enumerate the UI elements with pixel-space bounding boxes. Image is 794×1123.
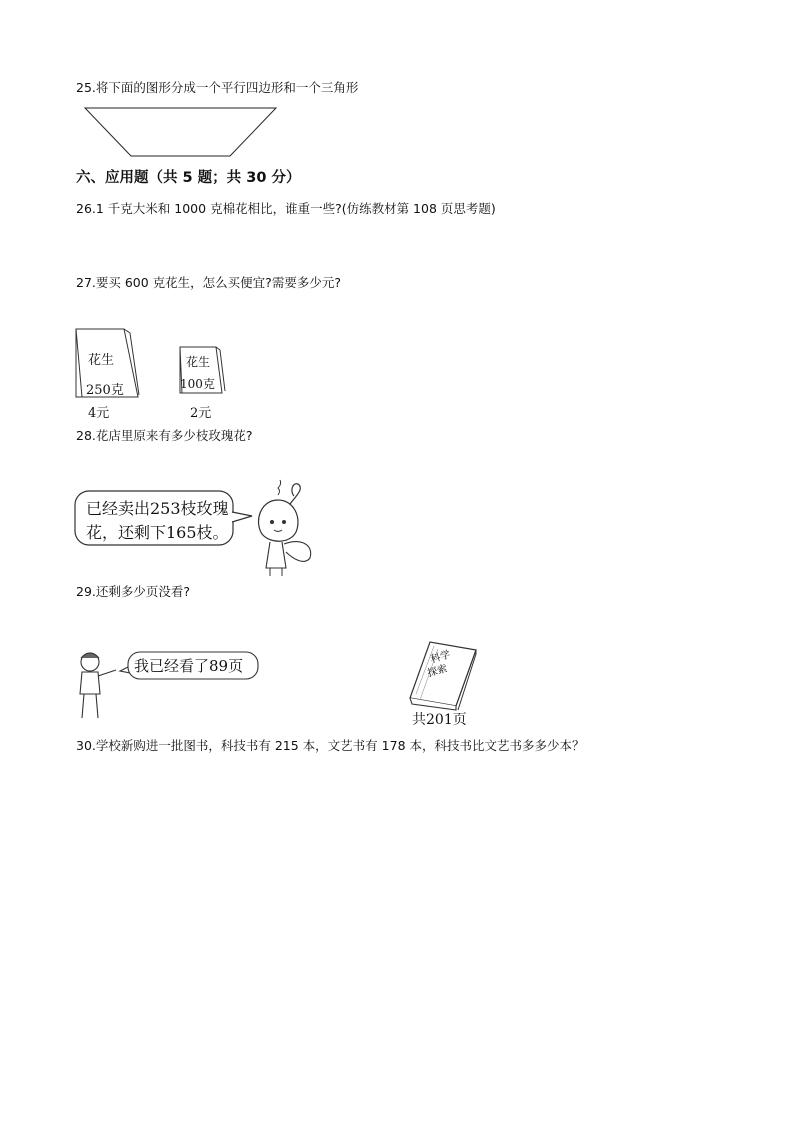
fairy-character-icon <box>240 478 320 578</box>
peanut-bag-large <box>74 327 140 399</box>
bubble-pages-read: 我已经看了89页 <box>134 657 244 675</box>
bag-large-name: 花生 <box>88 353 115 368</box>
bubble-line-2: 花，还剩下165枝。 <box>86 523 229 542</box>
question-25: 25.将下面的图形分成一个平行四边形和一个三角形 <box>76 80 359 95</box>
bubble-line-1: 已经卖出253枝玫瑰 <box>86 499 229 518</box>
question-29: 29.还剩多少页没看? <box>76 584 191 599</box>
book-caption: 共201页 <box>412 712 467 728</box>
bag-small-name: 花生 <box>186 355 211 369</box>
question-27: 27.要买 600 克花生，怎么买便宜?需要多少元? <box>76 275 341 290</box>
trapezoid-figure <box>84 107 279 159</box>
book-title-line-1: 科学 <box>429 649 452 666</box>
question-28: 28.花店里原来有多少枝玫瑰花? <box>76 428 253 443</box>
bag-small-price: 2元 <box>190 406 212 421</box>
girl-character-icon <box>72 648 122 720</box>
question-26: 26.1 千克大米和 1000 克棉花相比，谁重一些?(仿练教材第 108 页思考题) <box>76 201 496 216</box>
bag-small-weight: 100克 <box>180 377 215 391</box>
bag-large-weight: 250克 <box>86 383 124 398</box>
book-title-line-2: 探索 <box>426 663 449 680</box>
question-30: 30.学校新购进一批图书，科技书有 215 本，文艺书有 178 本，科技书比文艺书多多少本？ <box>76 738 585 753</box>
peanut-bag-small <box>178 345 226 397</box>
bag-large-price: 4元 <box>88 406 110 421</box>
section-title: 六、应用题（共 5 题；共 30 分） <box>76 170 301 186</box>
